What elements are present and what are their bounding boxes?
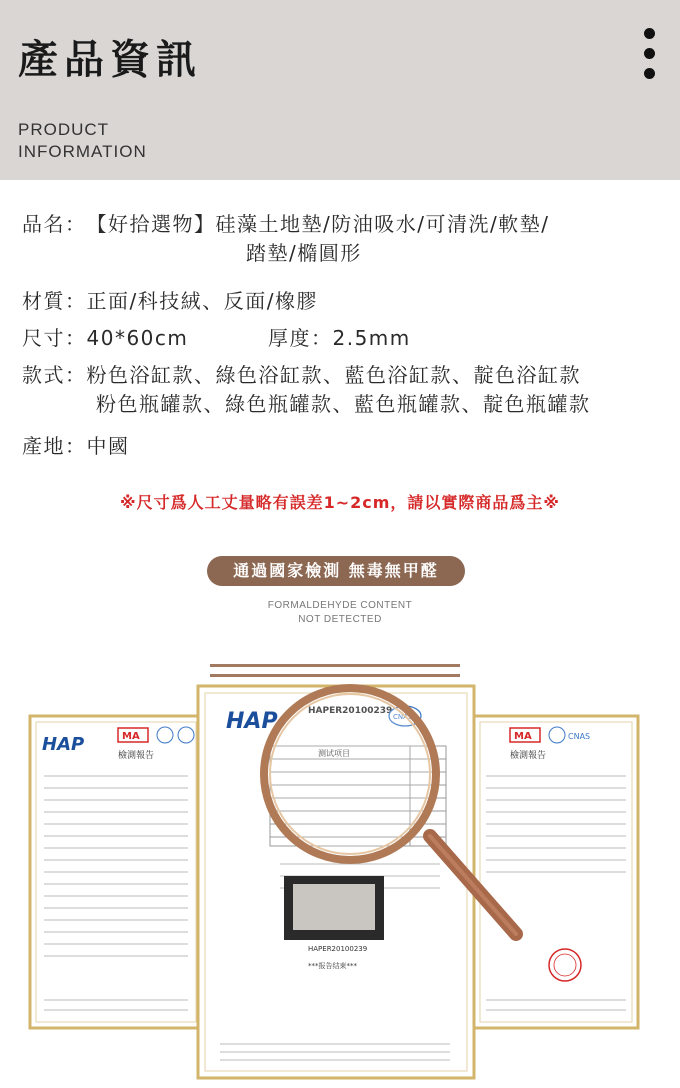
size-label: 尺寸： [22, 326, 87, 350]
dot [644, 28, 655, 39]
report-title-right: 檢測報告 [510, 751, 547, 761]
product-name-line2: 踏墊/橢圓形 [246, 241, 362, 265]
style-label: 款式： [22, 363, 87, 387]
origin-value: 中國 [86, 434, 130, 458]
product-name-label: 品名： [22, 212, 87, 236]
style-line1: 粉色浴缸款、綠色浴缸款、藍色浴缸款、靛色浴缸款 [86, 363, 581, 387]
style-line2: 粉色瓶罐款、綠色瓶罐款、藍色瓶罐款、靛色瓶罐款 [96, 392, 591, 416]
thickness-label: 厚度： [268, 326, 333, 350]
page-subtitle-line2: INFORMATION [18, 142, 147, 161]
report-title-left: 檢測報告 [118, 751, 155, 761]
certificate-right [474, 716, 638, 1028]
style-row [22, 361, 581, 390]
material-row [22, 287, 318, 316]
page-header [0, 0, 680, 180]
dot [644, 48, 655, 59]
product-name-line1: 【好拾選物】硅藻土地墊/防油吸水/可清洗/軟墊/ [86, 212, 550, 236]
more-vertical-icon[interactable] [636, 26, 664, 86]
dot [644, 68, 655, 79]
ma-badge-left: MA [122, 731, 140, 742]
origin-row [22, 432, 130, 461]
certificate-left [30, 716, 202, 1028]
report-end: ***报告结束*** [308, 962, 357, 970]
badge-caption-line2: NOT DETECTED [298, 614, 382, 625]
size-notice: ※尺寸爲人工丈量略有誤差1~2cm，請以實際商品爲主※ [120, 493, 560, 512]
page-subtitle-line1: PRODUCT [18, 120, 110, 139]
origin-label: 產地： [22, 434, 87, 458]
size-value: 40*60cm [86, 326, 189, 350]
ma-badge-right: MA [514, 731, 532, 742]
badge-caption-line1: FORMALDEHYDE CONTENT [267, 600, 413, 611]
certificate-svg [0, 650, 680, 1080]
material-label: 材質： [22, 289, 87, 313]
certification-badge: 通過國家檢測 無毒無甲醛 [207, 556, 465, 586]
thickness-value: 2.5mm [332, 326, 411, 350]
cnas-badge-right: CNAS [568, 732, 591, 741]
thickness-row [268, 324, 411, 353]
certificate-illustration [0, 650, 680, 1080]
logo-center: HAP [226, 709, 278, 734]
size-row [22, 324, 188, 353]
page-title: 產品資訊 [18, 37, 202, 83]
product-name-row [22, 210, 549, 239]
footer-number: HAPER20100239 [308, 945, 368, 953]
material-value: 正面/科技絨、反面/橡膠 [86, 289, 318, 313]
logo-left: HAP [42, 734, 85, 755]
